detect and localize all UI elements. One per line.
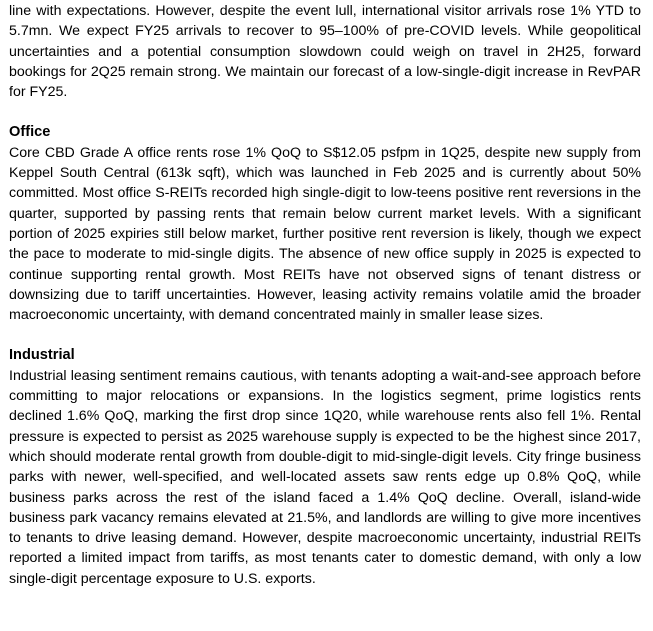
section-spacer	[9, 325, 641, 345]
section-heading-industrial: Industrial	[9, 347, 75, 364]
section-heading-office: Office	[9, 124, 51, 141]
intro-paragraph: line with expectations. However, despite the event lull, international visitor arrivals rose 1% YTD to 5.7mn. We expect FY25 arrivals to recover to 95–100% of pre-COVID levels. While geopolitical uncertainties and a potential consumption slowdown could weigh on travel in 2H25, forward bookings for 2Q25 remain strong. We maintain our forecast of a low-single-digit increase in RevPAR for FY25.	[9, 3, 641, 101]
section-body-office: Core CBD Grade A office rents rose 1% QoQ to S$12.05 psfpm in 1Q25, despite new supply from Keppel South Central (613k sqft), which was launched in Feb 2025 and is currently about 50% committed. Most office S-REITs recorded high single-digit to low-teens positive rent reversions in the quarter, supported by passing rents that remain below current market levels. With a significant portion of 2025 expiries still below market, further positive rent reversion is likely, though we expect the pace to moderate to mid-single digits. The absence of new office supply in 2025 is expected to continue supporting rental growth. Most REITs have not observed signs of tenant distress or downsizing due to tariff uncertainties. However, leasing activity remains volatile amid the broader macroeconomic uncertainty, with demand concentrated mainly in smaller lease sizes.	[9, 144, 641, 324]
document-page	[9, 0, 641, 589]
section-body-industrial: Industrial leasing sentiment remains cautious, with tenants adopting a wait-and-see approach before committing to major relocations or expansions. In the logistics segment, prime logistics rents declined 1.6% QoQ, marking the first drop since 1Q20, while warehouse rents also fell 1%. Rental pressure is expected to persist as 2025 warehouse supply is expected to be the highest since 2017, which should moderate rental growth from double-digit to mid-single-digit levels. City fringe business parks with newer, well-specified, and well-located assets saw rents edge up 0.8% QoQ, while business parks across the rest of the island faced a 1.4% QoQ decline. Overall, island-wide business park vacancy remains elevated at 21.5%, and landlords are willing to give more incentives to tenants to drive leasing demand. However, despite macroeconomic uncertainty, industrial REITs reported a limited impact from tariffs, as most tenants cater to domestic demand, with only a low single-digit percentage exposure to U.S. exports.	[9, 367, 641, 587]
section-spacer	[9, 102, 641, 122]
